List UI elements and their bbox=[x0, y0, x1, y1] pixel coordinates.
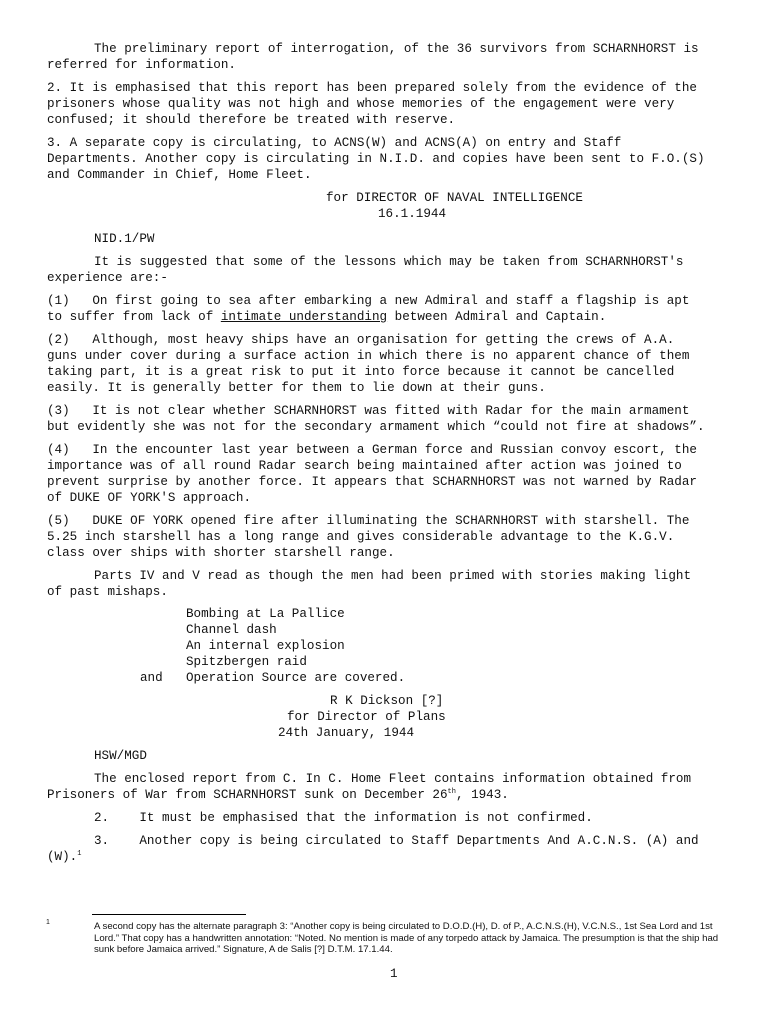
reference-code: HSW/MGD bbox=[94, 749, 147, 763]
paragraph-2-line: 2. It is emphasised that this report has been prepared solely from the evidence of the bbox=[47, 81, 697, 95]
lesson-item-4: of DUKE OF YORK'S approach. bbox=[47, 491, 252, 505]
paragraph-intro-line: The preliminary report of interrogation, of the 36 survivors from SCHARNHORST is bbox=[94, 42, 699, 56]
page-number: 1 bbox=[390, 967, 398, 981]
lesson-item-4: (4) In the encounter last year between a German force and Russian convoy escort, the bbox=[47, 443, 697, 457]
paragraph-2-line: prisoners whose quality was not high and whose memories of the engagement were very bbox=[47, 97, 675, 111]
text-span: between Admiral and Captain. bbox=[387, 310, 607, 324]
signature-date: 16.1.1944 bbox=[378, 207, 447, 221]
paragraph-2-not-confirmed: 2. It must be emphasised that the information is not confirmed. bbox=[94, 811, 593, 825]
lesson-item-3: but evidently she was not for the secondary armament which “could not fire at shadows”. bbox=[47, 420, 705, 434]
paragraph-enclosed-line: The enclosed report from C. In C. Home Fleet contains information obtained from bbox=[94, 772, 692, 786]
underlined-phrase: intimate understanding bbox=[220, 310, 388, 324]
text-span: Prisoners of War from SCHARNHORST sunk on December 26 bbox=[47, 788, 448, 802]
footnote-marker: 1 bbox=[46, 919, 50, 926]
signature-name: R K Dickson [?] bbox=[330, 694, 444, 708]
paragraph-mishaps-line: Parts IV and V read as though the men had been primed with stories making light bbox=[94, 569, 692, 583]
paragraph-mishaps-line: of past mishaps. bbox=[47, 585, 168, 599]
ordinal-superscript: th bbox=[447, 787, 456, 796]
paragraph-intro-line: referred for information. bbox=[47, 58, 236, 72]
paragraph-lessons-line: It is suggested that some of the lessons which may be taken from SCHARNHORST's bbox=[94, 255, 684, 269]
footnote-divider bbox=[92, 914, 246, 915]
paragraph-3-line: 3. A separate copy is circulating, to ACNS(W) and ACNS(A) on entry and Staff bbox=[47, 136, 622, 150]
mishap-list-item: Bombing at La Pallice bbox=[186, 607, 345, 621]
lesson-item-2: (2) Although, most heavy ships have an organisation for getting the crews of A.A. bbox=[47, 333, 675, 347]
text-span: (W). bbox=[47, 850, 78, 864]
lesson-item-5: (5) DUKE OF YORK opened fire after illuminating the SCHARNHORST with starshell. The bbox=[47, 514, 690, 528]
lesson-item-2: taking part, it is a great risk to put it into force because it cannot be cancelled bbox=[47, 365, 675, 379]
paragraph-3-line: Departments. Another copy is circulating in N.I.D. and copies have been sent to F.O.(S) bbox=[47, 152, 705, 166]
mishap-list-item: Spitzbergen raid bbox=[186, 655, 307, 669]
lesson-item-3: (3) It is not clear whether SCHARNHORST was fitted with Radar for the main armament bbox=[47, 404, 690, 418]
mishap-list-conjunction: and bbox=[140, 671, 163, 685]
lesson-item-5: 5.25 inch starshell has a long range and gives considerable advantage to the K.G.V. bbox=[47, 530, 675, 544]
lesson-item-1: (1) On first going to sea after embarking a new Admiral and staff a flagship is apt bbox=[47, 294, 690, 308]
reference-code: NID.1/PW bbox=[94, 232, 155, 246]
lesson-item-1 bbox=[47, 310, 606, 326]
mishap-list-item: An internal explosion bbox=[186, 639, 345, 653]
lesson-item-4: prevent surprise by another force. It appears that SCHARNHORST was not warned by Radar bbox=[47, 475, 697, 489]
text-span: , 1943. bbox=[455, 788, 509, 802]
signature-line: for Director of Plans bbox=[287, 710, 446, 724]
paragraph-lessons-line: experience are:- bbox=[47, 271, 168, 285]
paragraph-3-line: and Commander in Chief, Home Fleet. bbox=[47, 168, 312, 182]
signature-line: for DIRECTOR OF NAVAL INTELLIGENCE bbox=[326, 191, 583, 205]
footnote-reference[interactable]: 1 bbox=[77, 849, 82, 858]
footnote-text: A second copy has the alternate paragraph 3: “Another copy is being circulated to D.O.D.(H), D. of P., A.C.N.S.(H), V.C.N.S., 1st Sea Lord and 1st Lord.” That copy has a handwritten annotation: “Noted. No mention is made of any torpedo attack by Jamaica. The presumption is that the ship had sunk before Jamaica arrived.” Signature, A de Salis [?] D.T.M. 17.1.44. bbox=[94, 921, 719, 956]
lesson-item-4: importance was of all round Radar search being maintained after action was joined to bbox=[47, 459, 682, 473]
lesson-item-2: guns under cover during a surface action in which there is no apparent chance of them bbox=[47, 349, 690, 363]
text-span: to suffer from lack of bbox=[47, 310, 221, 324]
mishap-list-item: Operation Source are covered. bbox=[186, 671, 406, 685]
paragraph-enclosed-line bbox=[47, 788, 509, 804]
paragraph-2-line: confused; it should therefore be treated with reserve. bbox=[47, 113, 456, 127]
lesson-item-5: class over ships with shorter starshell range. bbox=[47, 546, 395, 560]
paragraph-3-copy-line bbox=[47, 850, 81, 866]
paragraph-3-copy-line: 3. Another copy is being circulated to Staff Departments And A.C.N.S. (A) and bbox=[94, 834, 699, 848]
mishap-list-item: Channel dash bbox=[186, 623, 277, 637]
lesson-item-2: easily. It is generally better for them to lie down at their guns. bbox=[47, 381, 546, 395]
signature-date: 24th January, 1944 bbox=[278, 726, 415, 740]
